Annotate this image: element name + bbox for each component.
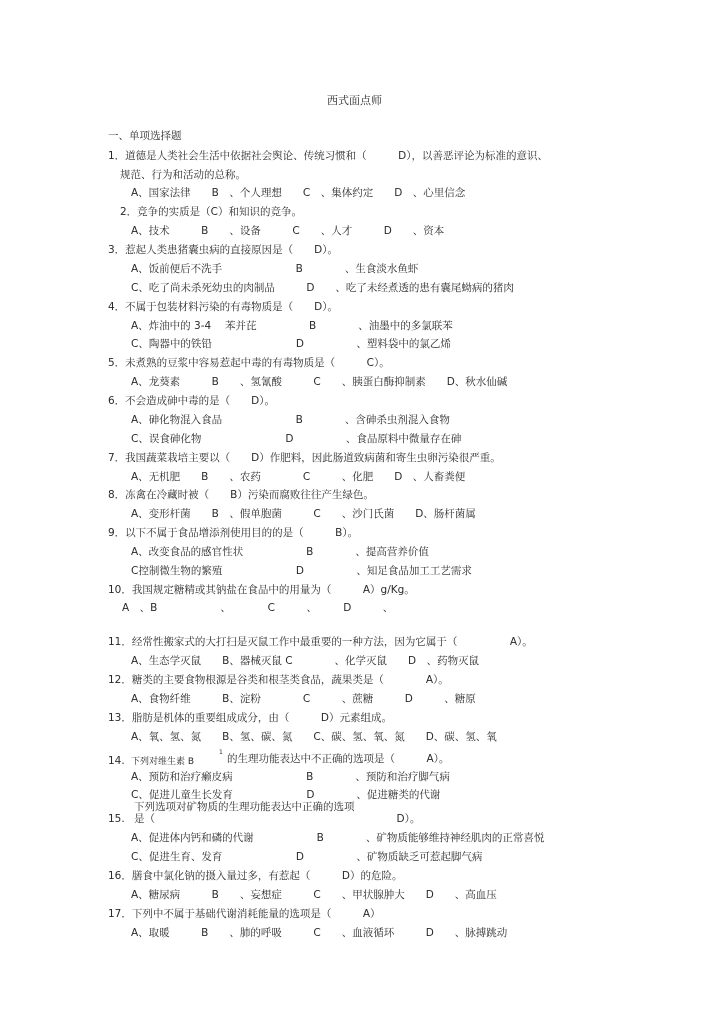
question-9-options-ab: A、改变食品的感官性状 B 、提高营养价值 <box>131 546 429 558</box>
question-5-options: A、龙葵素 B 、氢氰酸 C 、胰蛋白酶抑制素 D、秋水仙碱 <box>131 376 508 388</box>
question-11: 11．经常性搬家式的大打扫是灭鼠工作中最重要的一种方法，因为它属于（ A）。 <box>108 636 533 648</box>
question-12: 12．糖类的主要食物根源是谷类和根茎类食品，蔬果类是（ A）。 <box>108 674 449 686</box>
question-8-options: A、变形杆菌 B 、假单胞菌 C 、沙门氏菌 D、肠杆菌属 <box>131 508 476 520</box>
question-1-cont: 规范、行为和活动的总称。 <box>120 169 246 181</box>
question-16: 16．膳食中氯化钠的摄入量过多，有惹起（ D）的危险。 <box>108 870 403 882</box>
question-14-prefix: 下列对维生素 B <box>131 757 195 767</box>
question-14-options-cd: C、促进儿童生长发育 D 、促进糖类的代谢 <box>131 789 441 801</box>
question-15-options-cd: C、促进生育、发育 D 、矿物质缺乏可惹起脚气病 <box>131 851 483 863</box>
question-9-options-cd: C控制微生物的繁殖 D 、知足食品加工工艺需求 <box>131 565 472 577</box>
question-12-options: A、食物纤维 B、淀粉 C 、蔗糖 D 、糖原 <box>131 693 476 705</box>
question-4-options-ab: A、炸油中的 3-4 苯并芘 B 、油墨中的多氯联苯 <box>131 320 453 332</box>
question-2: 2．竞争的实质是（C）和知识的竞争。 <box>120 206 303 218</box>
question-4-options-cd: C、陶器中的铁铅 D 、塑料袋中的氯乙烯 <box>131 338 451 350</box>
section-heading: 一、单项选择题 <box>108 130 182 142</box>
question-17: 17．下列中不属于基础代谢消耗能量的选项是（ A） <box>108 908 381 920</box>
question-3-options-ab: A、饭前便后不洗手 B 、生食淡水鱼虾 <box>131 263 419 275</box>
question-14-options-ab: A、预防和治疗癞皮病 B 、预防和治疗脚气病 <box>131 771 450 783</box>
question-1-options: A、国家法律 B 、个人理想 C 、集体约定 D 、心里信念 <box>131 187 466 199</box>
question-14-stem: 的生理功能表达中不正确的选项是（ A）。 <box>227 753 450 765</box>
question-6-options-cd: C、误食砷化物 D 、食品原料中微量存在砷 <box>131 433 462 445</box>
question-15-stem-cont: 是（ D）。 <box>134 813 421 825</box>
question-8: 8．冻禽在冷藏时被（ B）污染而腐败往往产生绿色。 <box>108 489 374 501</box>
question-9: 9．以下不属于食品增添剂使用目的的是（ B）。 <box>108 527 359 539</box>
question-1: 1．道德是人类社会生活中依据社会舆论、传统习惯和（ D），以善恶评论为标准的意识、 <box>108 150 549 162</box>
question-3: 3．惹起人类患猪囊虫病的直接原因是（ D）。 <box>108 244 339 256</box>
question-6: 6．不会造成砷中毒的是（ D）。 <box>108 395 276 407</box>
question-3-options-cd: C、吃了尚未杀死幼虫的肉制品 D 、吃了未经煮透的患有囊尾蚴病的猪肉 <box>131 282 514 294</box>
question-15-stem: 下列选项对矿物质的生理功能表达中正确的选项 <box>134 801 355 813</box>
question-4: 4．不属于包装材料污染的有毒物质是（ D）。 <box>108 301 339 313</box>
question-15-options-ab: A、促进体内钙和磷的代谢 B 、矿物质能够维持神经肌肉的正常喜悦 <box>131 832 545 844</box>
question-14-number: 14. <box>108 755 125 767</box>
question-11-options: A、生态学灭鼠 B、器械灭鼠 C 、化学灭鼠 D 、药物灭鼠 <box>131 655 480 667</box>
question-10: 10．我国规定糖精或其钠盐在食品中的用量为（ A）g/Kg。 <box>108 584 415 596</box>
question-2-options: A、技术 B 、设备 C 、人才 D 、资本 <box>131 225 445 237</box>
question-7: 7．我国蔬菜栽培主要以（ D）作肥料，因此肠道致病菌和寄生虫卵污染很严重。 <box>108 452 501 464</box>
question-17-options: A、取暖 B 、肺的呼吸 C 、血液循环 D 、脉搏跳动 <box>131 927 508 939</box>
question-14-subscript: 1 <box>219 749 223 756</box>
page-title: 西式面点师 <box>327 94 382 107</box>
question-13: 13．脂肪是机体的重要组成成分，由（ D）元素组成。 <box>108 712 392 724</box>
question-15-number: 15. <box>108 813 125 825</box>
question-10-options: A 、B 、 C 、 D 、 <box>122 602 394 614</box>
question-7-options: A、无机肥 B 、农药 C 、化肥 D 、人畜粪便 <box>131 471 466 483</box>
question-6-options-ab: A、砷化物混入食品 B 、含砷杀虫剂混入食物 <box>131 414 450 426</box>
question-5: 5．未煮熟的豆浆中容易惹起中毒的有毒物质是（ C）。 <box>108 357 390 369</box>
question-16-options: A、糖尿病 B 、妄想症 C 、甲状腺肿大 D 、高血压 <box>131 889 497 901</box>
question-13-options: A、氧、氢、氮 B、氢、碳、氮 C、碳、氢、氧、氮 D、碳、氢、氧 <box>131 731 497 743</box>
